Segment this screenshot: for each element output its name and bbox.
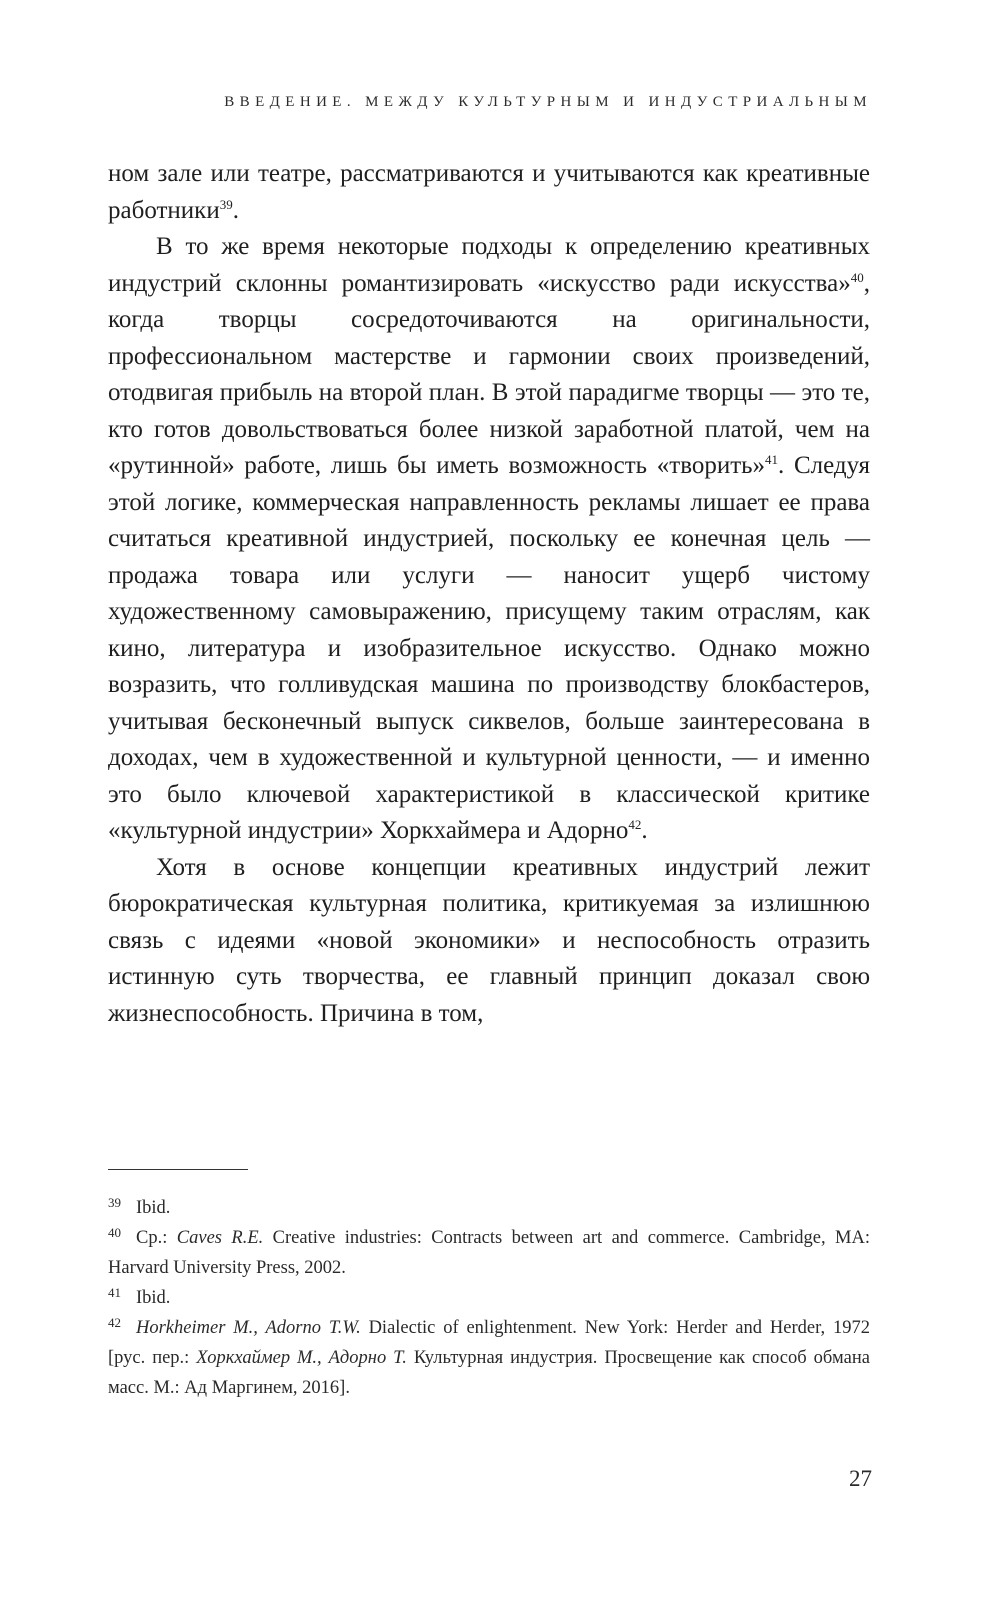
- footnote-ref[interactable]: 41: [765, 451, 779, 467]
- running-head: ВВЕДЕНИЕ. МЕЖДУ КУЛЬТУРНЫМ И ИНДУСТРИАЛЬНЫМ: [224, 94, 872, 110]
- paragraph: Хотя в основе концепции креативных индустрий лежит бюрократическая культурная политика, критикуемая за излишнюю связь с идеями «новой экономики» и неспособность отразить истинную суть творчества, ее главный принцип доказал свою жизнеспособность. Причина в том,: [108, 853, 870, 1027]
- footnote: 41 Ibid.: [108, 1285, 171, 1308]
- body-text: [108, 156, 870, 1032]
- footnote: 40 Ср.: Caves R.E. Creative industries: Contracts between art and commerce. Cambridge, MA: Harvard University Press, 2002.: [108, 1225, 870, 1278]
- footnote-author: Caves R.E.: [176, 1228, 264, 1248]
- footnote: 39 Ibid.: [108, 1195, 171, 1218]
- page-number: 27: [849, 1466, 872, 1491]
- footnotes: [108, 1193, 870, 1403]
- footnote-rule: [108, 1169, 248, 1170]
- footnote: 42 Horkheimer M., Adorno T.W. Dialectic of enlightenment. New York: Herder and Herder, 1972 [рус. пер.: Хоркхаймер М., Адорно Т. Культурная индустрия. Просвещение как способ обмана масс. М.: Ад Маргинем, 2016].: [108, 1315, 870, 1398]
- footnote-ref[interactable]: 39: [219, 196, 233, 212]
- footnote-ref[interactable]: 42: [628, 816, 642, 832]
- footnote-author: Хоркхаймер М., Адорно Т.: [196, 1348, 407, 1368]
- paragraph: В то же время некоторые подходы к определению креативных индустрий склонны романтизировать «искусство ради искусства»$^{40}$, когда творцы сосредоточиваются на оригинальности, профессиональном мастерстве и гармонии своих произведений, отодвигая прибыль на второй план. В этой парадигме творцы — это те, кто готов довольствоваться более низкой заработной платой, чем на «рутинной» работе, лишь бы иметь возможность «творить»$^{41}$. Следуя этой логике, коммерческая направленность рекламы лишает ее права считаться креативной индустрией, поскольку ее конечная цель — продажа товара или услуги — наносит ущерб чистому художественному самовыражению, присущему таким отраслям, как кино, литература и изобразительное искусство. Однако можно возразить, что голливудская машина по производству блокбастеров, учитывая бесконечный выпуск сиквелов, больше заинтересована в доходах, чем в художественной и культурной ценности, — и именно это было ключевой характеристикой в классической критике «культурной индустрии» Хоркхаймера и Адорно$^{42}$.: [108, 233, 871, 844]
- footnote-ref[interactable]: 40: [850, 269, 864, 285]
- footnote-author: Horkheimer M., Adorno T.W.: [136, 1318, 361, 1338]
- paragraph: ном зале или театре, рассматриваются и учитываются как креативные работники$^{39}$.: [108, 160, 870, 224]
